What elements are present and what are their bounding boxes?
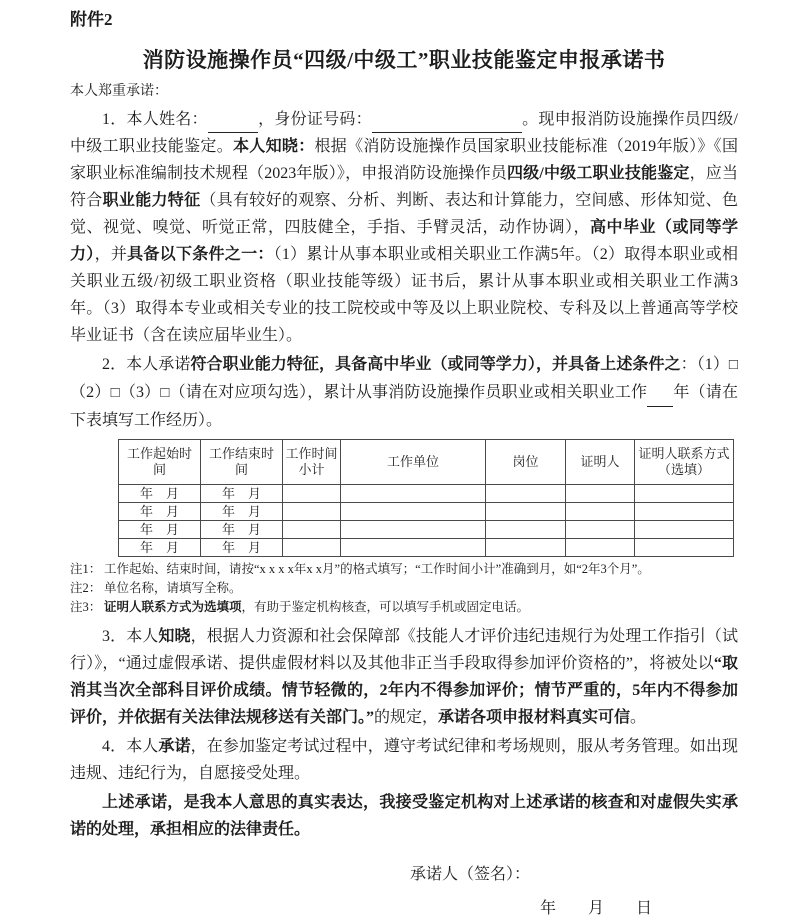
work-history-table [118,439,734,557]
text-run-bold: 符合职业能力特征，具备高中毕业（或同等学力），并具备上述条件之 [190,356,681,373]
text-run: 年（请在下表填写工作经历）。 [70,384,738,429]
witness-contact-cell[interactable] [635,503,734,521]
text-run-bold: 具备以下条件之一： [127,246,274,263]
table-row [119,539,734,557]
post-cell[interactable] [486,503,566,521]
table-notes [70,560,738,617]
work-unit-cell[interactable] [341,485,486,503]
signature-label[interactable]: 承诺人（签名）： [410,866,531,883]
text-run-bold: 高中毕业（或同等学力） [70,219,738,263]
witness-cell[interactable] [566,485,635,503]
text-run: ，根据人力资源和社会保障部《技能人才评价违纪违规行为处理工作指引（试行）》，“通过虚假承诺、提供虚假材料以及其他非正当手段取得参加评价资格的”，将被处以 [70,628,738,672]
work-subtotal-cell[interactable] [283,485,341,503]
witness-contact-cell[interactable] [635,539,734,557]
text-run-bold: “取消其当次全部科目评价成绩。情节轻微的，2年内不得参加评价；情节严重的，5年内不得参加评价，并依据有关法律法规移送有关部门。” [70,655,738,726]
note-label: 注3： [70,600,102,614]
col-header-work-subtotal: 工作时间小计 [283,440,341,485]
post-cell[interactable] [486,521,566,539]
page-title: 消防设施操作员“四级/中级工”职业技能鉴定申报承诺书 [142,48,666,72]
col-header-post: 岗位 [486,440,566,485]
witness-contact-cell[interactable] [635,521,734,539]
text-run: 1．本人姓名： [102,111,208,128]
condition-2-checkbox[interactable]: □ [110,385,120,401]
text-run: （3） [119,384,161,401]
col-header-work-end: 工作结束时间 [201,440,283,485]
text-run: 。现申报消防设施操作员四级/中级工职业技能鉴定。 [70,111,738,155]
note-3 [70,598,738,617]
opening-line: 本人郑重承诺： [70,84,168,99]
work-start-cell[interactable]: 年 月 [119,503,201,521]
paragraph-3 [70,623,738,731]
text-run: ，应当符合 [70,165,738,209]
witness-cell[interactable] [566,539,635,557]
paragraph-4 [70,733,738,787]
text-run: （1）累计从事本职业或相关职业工作满5年。（2）取得本职业或相关职业五级/初级工职业资格（职业技能等级）证书后，累计从事本职业或相关职业工作满3年。（3）取得本专业或相关专业的技工院校或中等及以上职业院校、专科及以上普通高等学校毕业证书（含在读应届毕业生）。 [70,246,738,344]
text-run-bold: 知晓 [158,628,191,645]
work-unit-cell[interactable] [341,539,486,557]
text-run: 根据《消防设施操作员国家职业技能标准（2019年版）》《国家职业标准编制技术规程（2023年版）》，申报消防设施操作员 [70,138,738,182]
note-label: 注2： [70,581,102,595]
work-subtotal-cell[interactable] [283,521,341,539]
note-text [104,598,738,617]
col-header-work-unit: 工作单位 [341,440,486,485]
text-run-bold: 承诺 [158,738,191,755]
text-run: 4．本人 [102,738,159,755]
work-subtotal-cell[interactable] [283,539,341,557]
work-end-cell[interactable]: 年 月 [201,539,283,557]
text-run: 3．本人 [102,628,159,645]
witness-contact-cell[interactable] [635,485,734,503]
name-blank[interactable] [208,117,258,133]
text-run-bold: 四级/中级工职业技能鉴定 [506,165,690,182]
text-run: 的规定， [374,709,439,726]
post-cell[interactable] [486,485,566,503]
work-end-cell[interactable]: 年 月 [201,503,283,521]
text-run: （请在对应项勾选），累计从事消防设施操作员职业或相关职业工作 [169,384,648,401]
post-cell[interactable] [486,539,566,557]
work-unit-cell[interactable] [341,503,486,521]
note-1 [70,560,738,579]
text-run: ，并 [94,246,128,263]
note-text-rest: ，有助于鉴定机构核查，可以填写手机或固定电话。 [241,600,530,614]
table-row [119,521,734,539]
col-header-witness: 证明人 [566,440,635,485]
signature-date[interactable]: 年 月 日 [540,900,653,917]
text-run: ：（1） [680,356,729,373]
col-header-witness-contact: 证明人联系方式（选填） [635,440,734,485]
closing-statement: 上述承诺，是我本人意思的真实表达，我接受鉴定机构对上述承诺的核查和对虚假失实承诺的处理，承担相应的法律责任。 [70,794,738,838]
condition-1-checkbox[interactable]: □ [728,357,738,373]
work-start-cell[interactable]: 年 月 [119,539,201,557]
work-subtotal-cell[interactable] [283,503,341,521]
text-run: （2） [70,384,111,401]
table-row [119,503,734,521]
table-header-row [119,440,734,485]
work-end-cell[interactable]: 年 月 [201,485,283,503]
note-text-bold: 证明人联系方式为选填项 [104,600,242,614]
note-text: 单位名称，请填写全称。 [104,581,242,595]
work-end-cell[interactable]: 年 月 [201,521,283,539]
attachment-label: 附件2 [70,10,113,29]
note-text: 工作起始、结束时间，请按“x x x x年x x月”的格式填写；“工作时间小计”准确到月，如“2年3个月”。 [104,562,650,576]
witness-cell[interactable] [566,521,635,539]
paragraph-1 [70,106,738,349]
col-header-work-start: 工作起始时间 [119,440,201,485]
paragraph-2 [70,351,738,434]
note-label: 注1： [70,562,102,576]
text-run-bold: 本人知晓： [233,138,315,155]
condition-3-checkbox[interactable]: □ [160,385,170,401]
work-start-cell[interactable]: 年 月 [119,521,201,539]
work-start-cell[interactable]: 年 月 [119,485,201,503]
text-run-bold: 承诺各项申报材料真实可信 [438,709,631,726]
witness-cell[interactable] [566,503,635,521]
text-run: ，在参加鉴定考试过程中，遵守考试纪律和考场规则，服从考务管理。如出现违规、违纪行为，自愿接受处理。 [70,738,738,782]
note-2 [70,579,738,598]
text-run: （具有较好的观察、分析、判断、表达和计算能力，空间感、形体知觉、色觉、视觉、嗅觉、听觉正常，四肢健全，手指、手臂灵活，动作协调）， [70,192,738,236]
text-run-bold: 职业能力特征 [102,192,201,209]
text-run: ，身份证号码： [257,111,372,128]
id-number-blank[interactable] [372,117,522,133]
text-run: 。 [630,709,647,726]
work-unit-cell[interactable] [341,521,486,539]
table-row [119,485,734,503]
work-years-blank[interactable] [647,391,673,407]
text-run: 2．本人承诺 [102,356,191,373]
